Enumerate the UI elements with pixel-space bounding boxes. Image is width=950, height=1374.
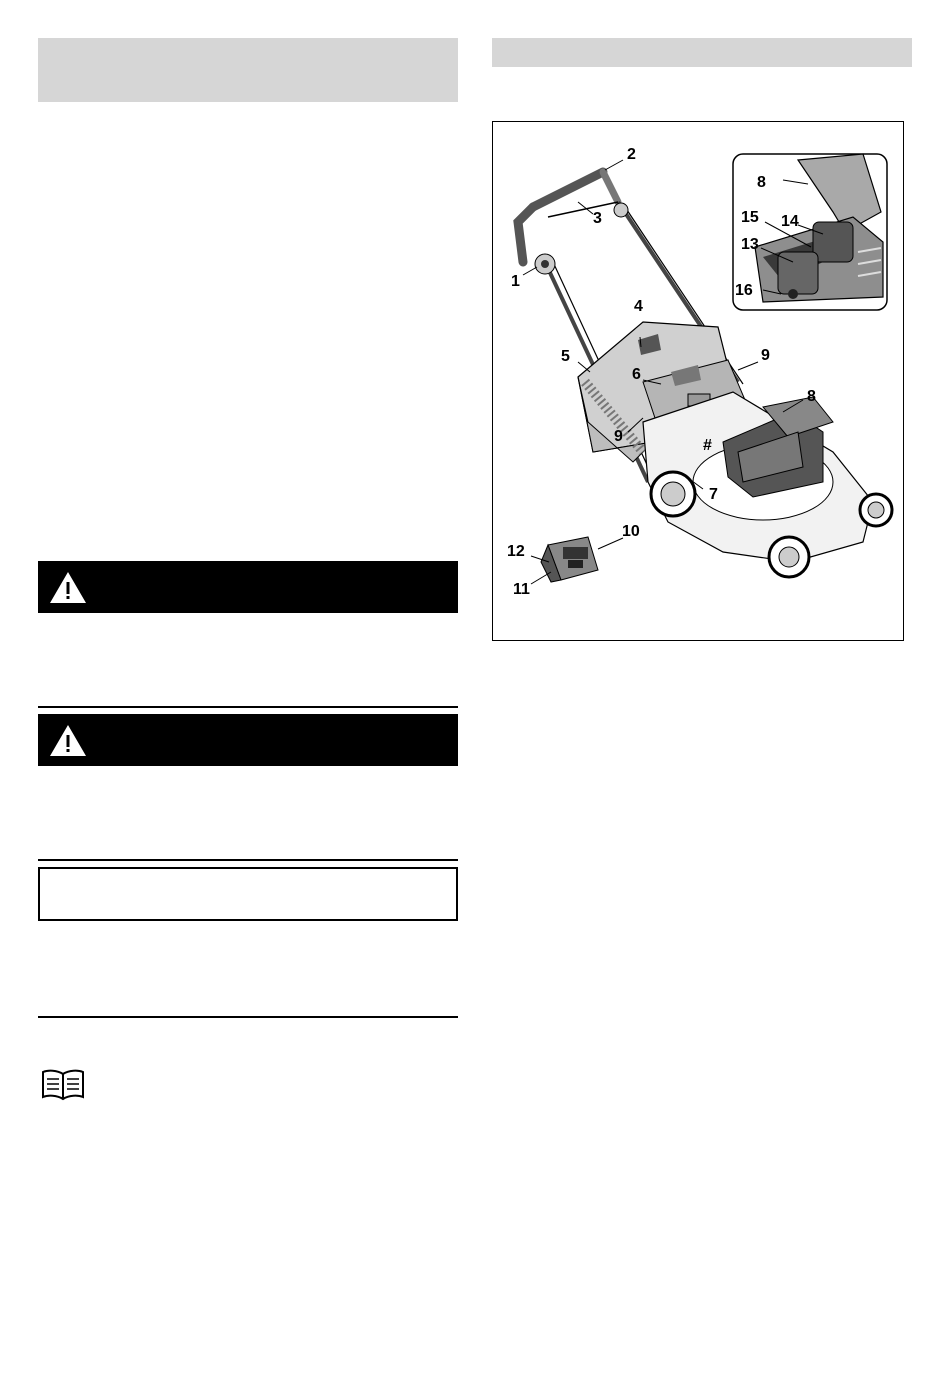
callout-2: 2 — [627, 146, 636, 163]
warning-triangle-icon — [48, 569, 88, 605]
warning-triangle-icon — [48, 722, 88, 758]
callout-15: 15 — [741, 209, 759, 226]
callout-11: 11 — [513, 581, 530, 598]
warning-banner-2 — [38, 714, 458, 766]
lawnmower-figure — [492, 121, 904, 641]
callout-8-inset: 8 — [757, 174, 766, 191]
callout-3: 3 — [593, 210, 602, 227]
warning-banner-1 — [38, 561, 458, 613]
callout-7: 7 — [709, 486, 718, 503]
callout-10: 10 — [622, 523, 640, 540]
battery-pack — [541, 537, 598, 582]
left-section-header — [38, 38, 458, 102]
divider-rule — [38, 1016, 458, 1018]
callout-9-left: 9 — [614, 428, 623, 445]
open-book-icon — [40, 1068, 86, 1102]
notice-box — [38, 867, 458, 921]
divider-rule — [38, 859, 458, 861]
callout-9-right: 9 — [761, 347, 770, 364]
callout-13: 13 — [741, 236, 759, 253]
callout-8-main: 8 — [807, 388, 816, 405]
callout-12: 12 — [507, 543, 525, 560]
callout-16: 16 — [735, 282, 753, 299]
callout-1: 1 — [511, 273, 520, 290]
divider-rule — [38, 706, 458, 708]
callout-5: 5 — [561, 348, 570, 365]
callout-14: 14 — [781, 213, 799, 230]
right-section-header — [492, 38, 912, 67]
lawnmower-illustration — [493, 122, 903, 640]
callout-hash: # — [703, 437, 712, 454]
callout-4: 4 — [634, 298, 643, 315]
callout-6: 6 — [632, 366, 641, 383]
